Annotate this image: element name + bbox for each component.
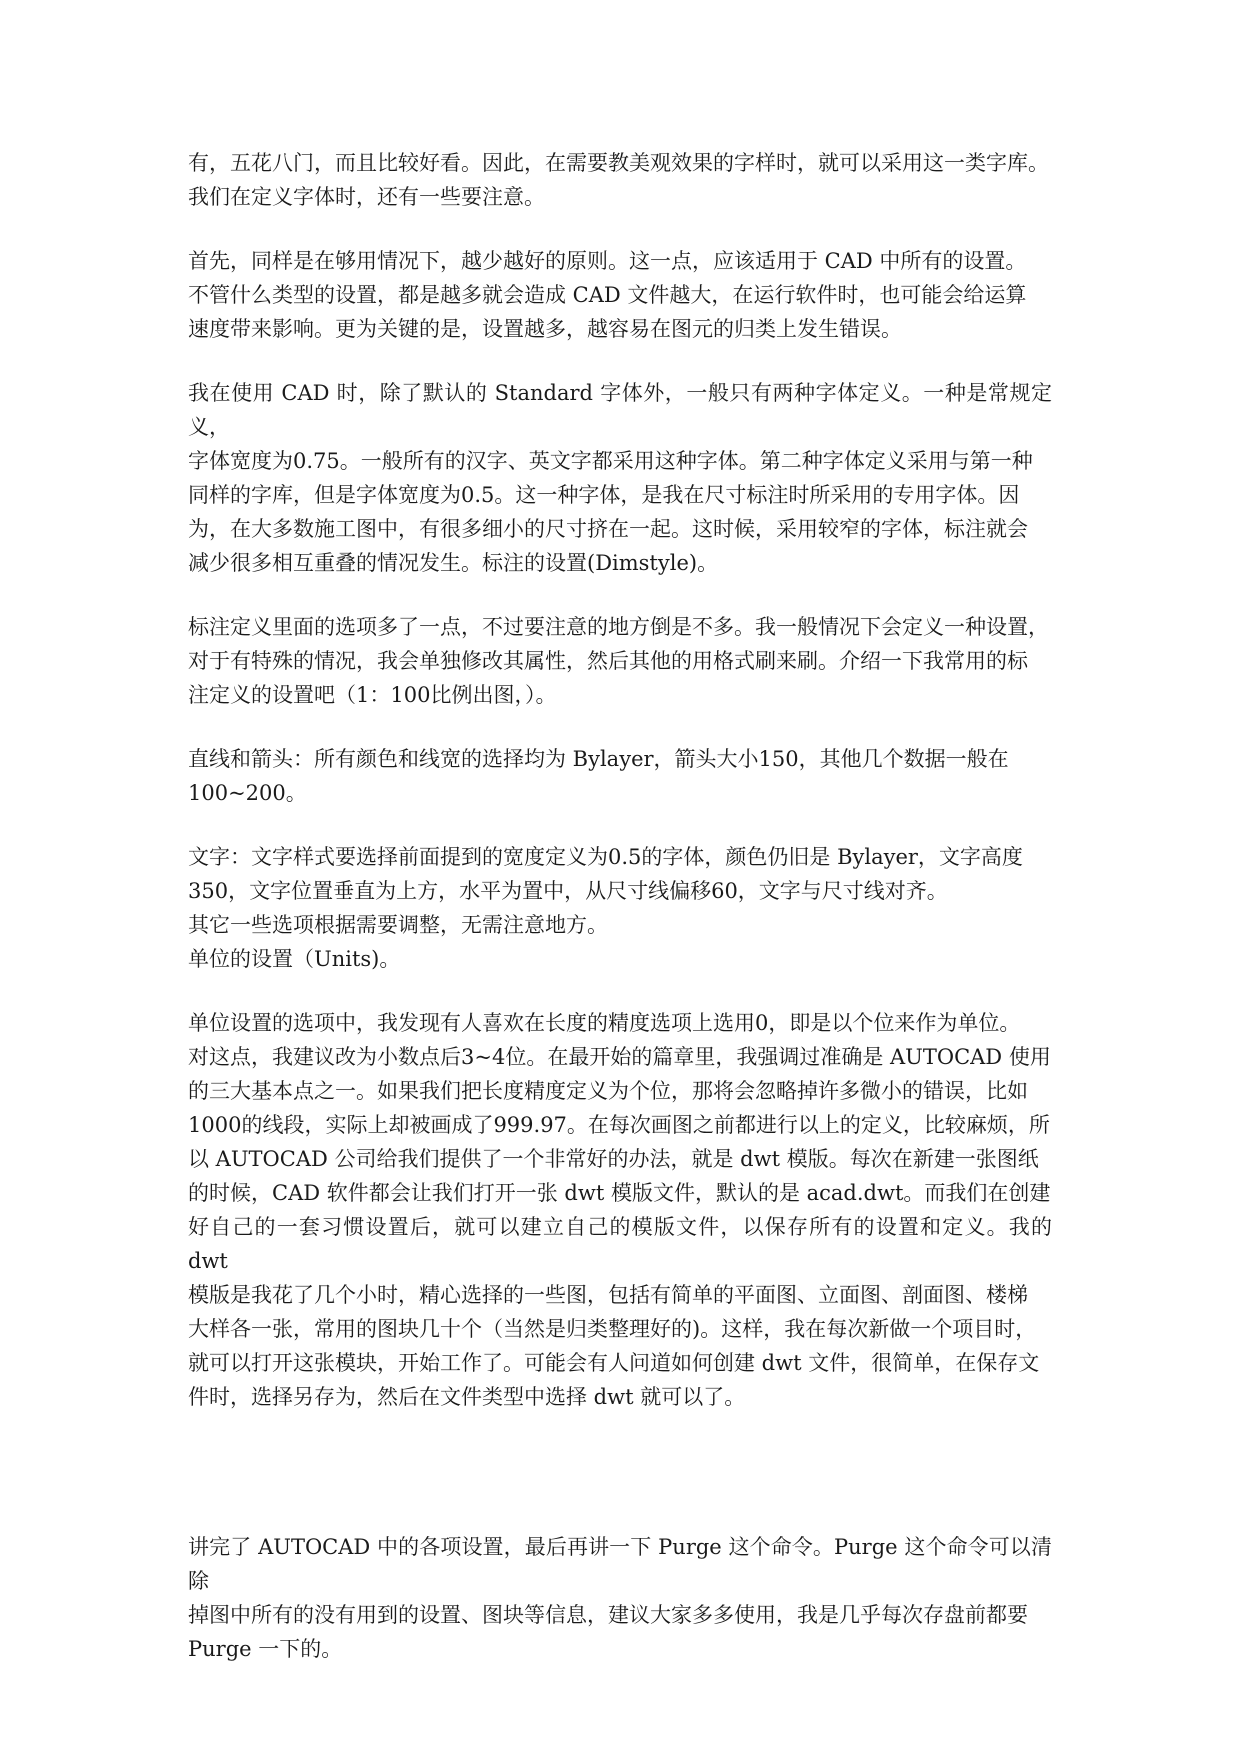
text-line: 速度带来影响。更为关键的是，设置越多，越容易在图元的归类上发生错误。 bbox=[188, 317, 902, 341]
paragraph-dimstyle bbox=[188, 610, 1052, 712]
text-line: 标注定义里面的选项多了一点，不过要注意的地方倒是不多。我一般情况下会定义一种设置， bbox=[188, 615, 1049, 639]
paragraph-font-library bbox=[188, 146, 1052, 214]
text-line: 文字：文字样式要选择前面提到的宽度定义为0.5的字体，颜色仍旧是 Bylayer，文字高度 bbox=[188, 845, 1023, 869]
text-line: 的时候，CAD 软件都会让我们打开一张 dwt 模版文件，默认的是 acad.dwt。而我们在创建 bbox=[188, 1181, 1051, 1205]
text-line: 不管什么类型的设置，都是越多就会造成 CAD 文件越大，在运行软件时，也可能会给运算 bbox=[188, 283, 1027, 307]
paragraph-purge bbox=[188, 1530, 1052, 1666]
text-line: 减少很多相互重叠的情况发生。标注的设置(Dimstyle)。 bbox=[188, 551, 719, 575]
text-line: 以 AUTOCAD 公司给我们提供了一个非常好的办法，就是 dwt 模版。每次在新建一张图纸 bbox=[188, 1147, 1039, 1171]
text-line: 的三大基本点之一。如果我们把长度精度定义为个位，那将会忽略掉许多微小的错误，比如 bbox=[188, 1079, 1028, 1103]
text-line: 直线和箭头：所有颜色和线宽的选择均为 Bylayer，箭头大小150，其他几个数据一般在 bbox=[188, 747, 1009, 771]
paragraph-units bbox=[188, 1006, 1052, 1414]
text-line: 模版是我花了几个小时，精心选择的一些图，包括有简单的平面图、立面图、剖面图、楼梯 bbox=[188, 1283, 1028, 1307]
text-line: 单位设置的选项中，我发现有人喜欢在长度的精度选项上选用0，即是以个位来作为单位。 bbox=[188, 1011, 1021, 1035]
text-line: 注定义的设置吧（1：100比例出图，）。 bbox=[188, 683, 557, 707]
text-line: 有，五花八门，而且比较好看。因此，在需要教美观效果的字样时，就可以采用这一类字库。 bbox=[188, 151, 1049, 175]
text-line: 我在使用 CAD 时，除了默认的 Standard 字体外，一般只有两种字体定义。一种是常规定义， bbox=[188, 381, 1052, 439]
text-line: 对于有特殊的情况，我会单独修改其属性，然后其他的用格式刷来刷。介绍一下我常用的标 bbox=[188, 649, 1028, 673]
text-line: 件时，选择另存为，然后在文件类型中选择 dwt 就可以了。 bbox=[188, 1385, 746, 1409]
text-line: 掉图中所有的没有用到的设置、图块等信息，建议大家多多使用，我是几乎每次存盘前都要 bbox=[188, 1603, 1028, 1627]
text-line: 字体宽度为0.75。一般所有的汉字、英文字都采用这种字体。第二种字体定义采用与第一种 bbox=[188, 449, 1033, 473]
document-body bbox=[188, 146, 1052, 1666]
text-line: 好自己的一套习惯设置后，就可以建立自己的模版文件，以保存所有的设置和定义。我的 dwt bbox=[188, 1215, 1052, 1273]
text-line: 其它一些选项根据需要调整，无需注意地方。 bbox=[188, 913, 608, 937]
text-line: 单位的设置（Units)。 bbox=[188, 947, 401, 971]
paragraph-fewer-settings bbox=[188, 244, 1052, 346]
text-line: 对这点，我建议改为小数点后3~4位。在最开始的篇章里，我强调过准确是 AUTOCAD 使用 bbox=[188, 1045, 1051, 1069]
paragraph-text-settings bbox=[188, 840, 1052, 976]
text-line: 首先，同样是在够用情况下，越少越好的原则。这一点，应该适用于 CAD 中所有的设置。 bbox=[188, 249, 1027, 273]
text-line: 我们在定义字体时，还有一些要注意。 bbox=[188, 185, 545, 209]
text-line: Purge 一下的。 bbox=[188, 1637, 343, 1661]
text-line: 讲完了 AUTOCAD 中的各项设置，最后再讲一下 Purge 这个命令。Purge 这个命令可以清除 bbox=[188, 1535, 1052, 1593]
paragraph-lines-arrows bbox=[188, 742, 1052, 810]
text-line: 为，在大多数施工图中，有很多细小的尺寸挤在一起。这时候，采用较窄的字体，标注就会 bbox=[188, 517, 1028, 541]
text-line: 同样的字库，但是字体宽度为0.5。这一种字体，是我在尺寸标注时所采用的专用字体。因 bbox=[188, 483, 1020, 507]
text-line: 1000的线段，实际上却被画成了999.97。在每次画图之前都进行以上的定义，比较麻烦，所 bbox=[188, 1113, 1050, 1137]
text-line: 就可以打开这张模块，开始工作了。可能会有人问道如何创建 dwt 文件，很简单，在保存文 bbox=[188, 1351, 1040, 1375]
text-line: 100~200。 bbox=[188, 781, 307, 805]
paragraph-font-definitions bbox=[188, 376, 1052, 580]
text-line: 大样各一张，常用的图块几十个（当然是归类整理好的)。这样，我在每次新做一个项目时， bbox=[188, 1317, 1037, 1341]
text-line: 350，文字位置垂直为上方，水平为置中，从尺寸线偏移60，文字与尺寸线对齐。 bbox=[188, 879, 948, 903]
